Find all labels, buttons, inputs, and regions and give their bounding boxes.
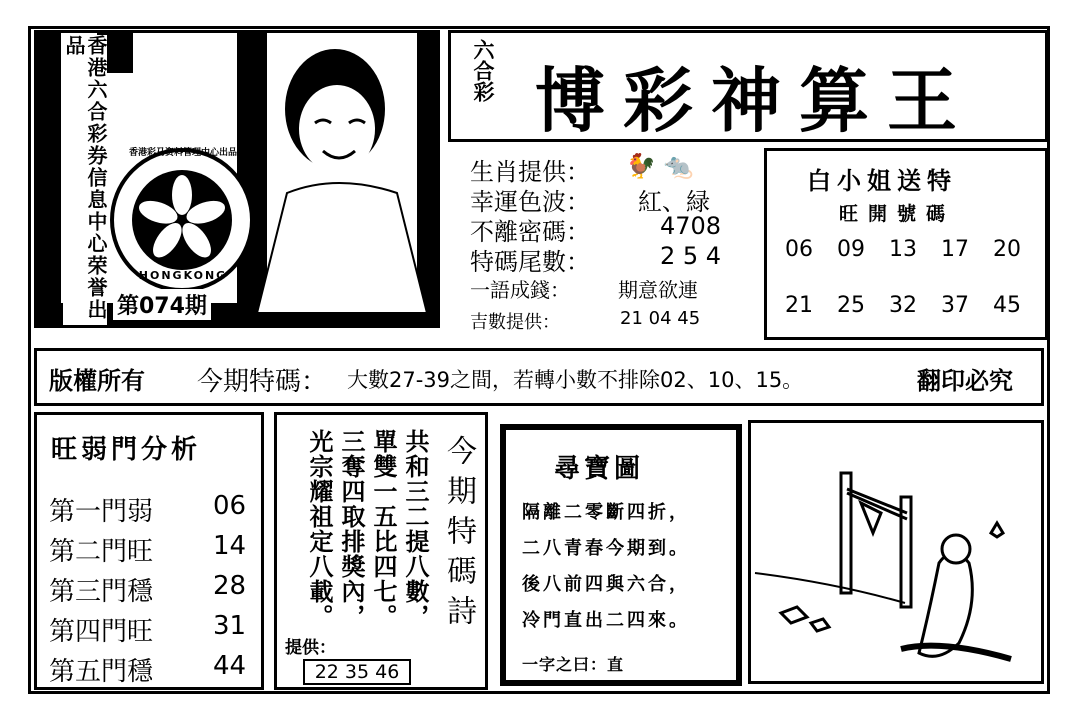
no-reprint-label: 翻印必究 bbox=[917, 366, 1013, 395]
info-value: 21 04 45 bbox=[620, 308, 701, 329]
poem-line: 共和三二提八數， bbox=[401, 429, 430, 629]
special-number: 20 bbox=[993, 237, 1021, 262]
door-number: 06 bbox=[213, 491, 247, 521]
issue-number: 第074期 bbox=[113, 289, 211, 320]
door-row bbox=[49, 531, 247, 568]
strong-weak-box bbox=[34, 412, 264, 690]
door-row bbox=[49, 611, 247, 648]
special-number: 06 bbox=[785, 237, 813, 262]
special-subtitle: 旺開號碼 bbox=[839, 203, 956, 225]
treasure-box bbox=[500, 424, 742, 686]
illustration-box bbox=[748, 420, 1044, 684]
door-label: 第四門旺 bbox=[49, 617, 154, 647]
poem-line: 三奪四取排獎內， bbox=[337, 429, 366, 629]
treasure-title: 尋寶圖 bbox=[554, 454, 645, 484]
vertical-title: 香港六合彩券信息中心荣誉出品 bbox=[63, 35, 107, 325]
strong-weak-title: 旺弱門分析 bbox=[51, 435, 202, 465]
door-label: 第三門穩 bbox=[49, 577, 154, 607]
special-number: 45 bbox=[993, 293, 1021, 318]
treasure-footer: 一字之曰：直 bbox=[522, 655, 625, 674]
special-number: 37 bbox=[941, 293, 969, 318]
special-number: 21 bbox=[785, 293, 813, 318]
poem-numbers: 22 35 46 bbox=[303, 659, 411, 685]
poem-line: 單雙一五比四七。 bbox=[369, 429, 398, 629]
woman-portrait bbox=[257, 43, 437, 323]
info-value: 期意欲連 bbox=[618, 278, 698, 302]
door-number: 31 bbox=[213, 611, 247, 641]
info-label: 吉數提供： bbox=[470, 312, 560, 333]
poem-box bbox=[274, 412, 488, 690]
door-number: 14 bbox=[213, 531, 247, 561]
special-number: 13 bbox=[889, 237, 917, 262]
special-number: 17 bbox=[941, 237, 969, 262]
poem-title-vertical: 今期特碼詩 bbox=[441, 435, 476, 635]
special-code-text: 大數27-39之間，若轉小數不排除02、10、15。 bbox=[347, 368, 804, 392]
info-label: 特碼尾數： bbox=[470, 248, 590, 276]
door-row bbox=[49, 571, 247, 608]
treasure-line: 二八青春今期到。 bbox=[522, 538, 690, 559]
special-number: 09 bbox=[837, 237, 865, 262]
special-number: 25 bbox=[837, 293, 865, 318]
info-value: 🐓 🐀 bbox=[626, 152, 694, 180]
special-code-label: 今期特碼： bbox=[197, 367, 328, 397]
door-label: 第二門旺 bbox=[49, 537, 154, 567]
info-label: 不離密碼： bbox=[470, 218, 590, 246]
title-small: 六合彩 bbox=[471, 39, 496, 102]
door-number: 28 bbox=[213, 571, 247, 601]
banner bbox=[34, 348, 1044, 406]
treasure-line: 隔離二零斷四折， bbox=[522, 502, 690, 523]
treasure-line: 後八前四與六合， bbox=[522, 574, 690, 595]
logo-text: HONGKONG bbox=[138, 269, 228, 282]
poem-provide-label: 提供： bbox=[285, 638, 336, 658]
special-number: 32 bbox=[889, 293, 917, 318]
special-numbers-box bbox=[764, 148, 1048, 340]
info-label: 一語成錢： bbox=[470, 278, 570, 302]
photo-panel bbox=[34, 30, 440, 328]
title-box bbox=[448, 30, 1048, 142]
special-title: 白小姐送特 bbox=[807, 167, 957, 195]
info-label: 生肖提供： bbox=[470, 158, 590, 186]
door-row bbox=[49, 491, 247, 528]
info-row bbox=[470, 242, 722, 277]
info-label: 幸運色波： bbox=[470, 188, 590, 216]
info-row bbox=[470, 274, 698, 303]
treasure-line: 冷門直出二四來。 bbox=[522, 610, 690, 631]
copyright-label: 版權所有 bbox=[49, 366, 145, 395]
door-label: 第一門弱 bbox=[49, 497, 154, 527]
door-number: 44 bbox=[213, 651, 247, 681]
logo-ring-text: 香港彩马资料管理中心出品 bbox=[128, 148, 237, 158]
info-panel bbox=[454, 148, 758, 333]
poem-line: 光宗耀祖定八載。 bbox=[305, 429, 334, 629]
door-row bbox=[49, 651, 247, 688]
info-row bbox=[470, 308, 701, 334]
door-label: 第五門穩 bbox=[49, 657, 154, 687]
info-value: 2 5 4 bbox=[660, 242, 722, 270]
info-value: 紅、緑 bbox=[638, 188, 710, 216]
kneeling-figure-illustration bbox=[751, 423, 1041, 681]
building-shape bbox=[37, 33, 61, 328]
info-value: 4708 bbox=[660, 212, 722, 240]
title-main: 博彩神算王 bbox=[535, 59, 975, 142]
